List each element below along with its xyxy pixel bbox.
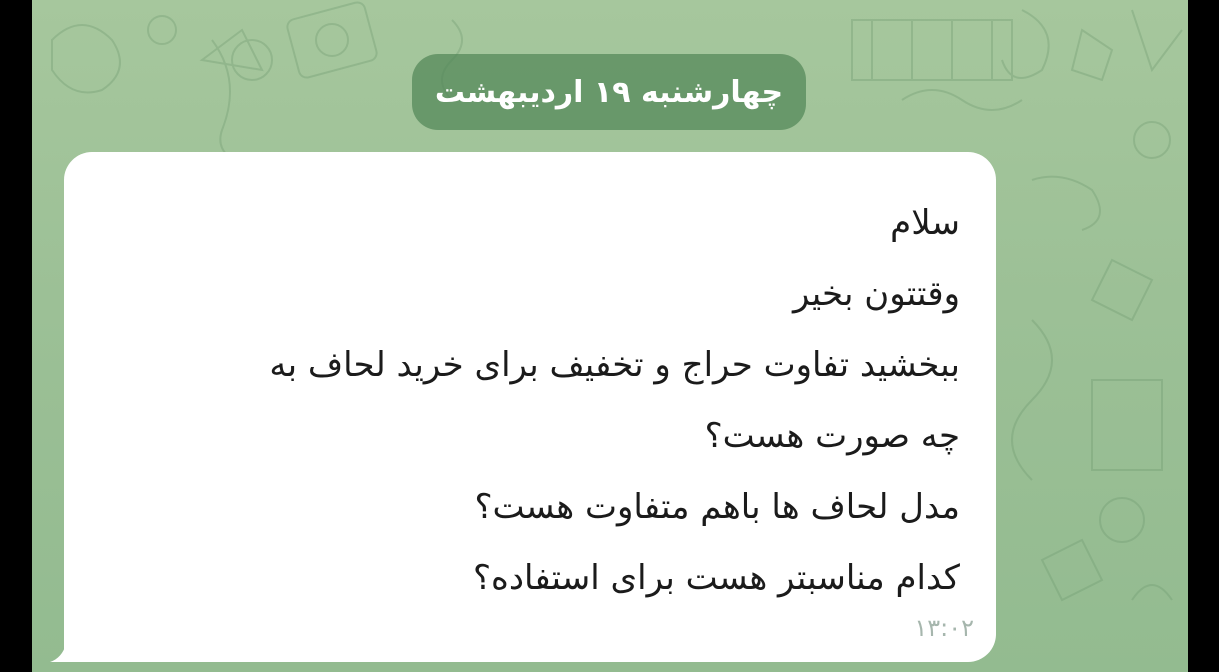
- date-label: چهارشنبه ۱۹ اردیبهشت: [434, 74, 784, 110]
- message-line: وقتتون بخیر: [793, 274, 960, 314]
- message-line: چه صورت هست؟: [704, 416, 960, 456]
- message-line: سلام: [890, 203, 960, 243]
- message-line: کدام مناسبتر هست برای استفاده؟: [472, 558, 960, 598]
- message-bubble[interactable]: [64, 152, 996, 662]
- message-line: مدل لحاف ها باهم متفاوت هست؟: [474, 487, 960, 527]
- message-text: [80, 188, 960, 614]
- date-separator: [412, 54, 806, 130]
- message-line: ببخشید تفاوت حراج و تخفیف برای خرید لحاف به: [269, 345, 960, 385]
- chat-background: [32, 0, 1188, 672]
- message-time: ۱۳:۰۲: [914, 614, 974, 642]
